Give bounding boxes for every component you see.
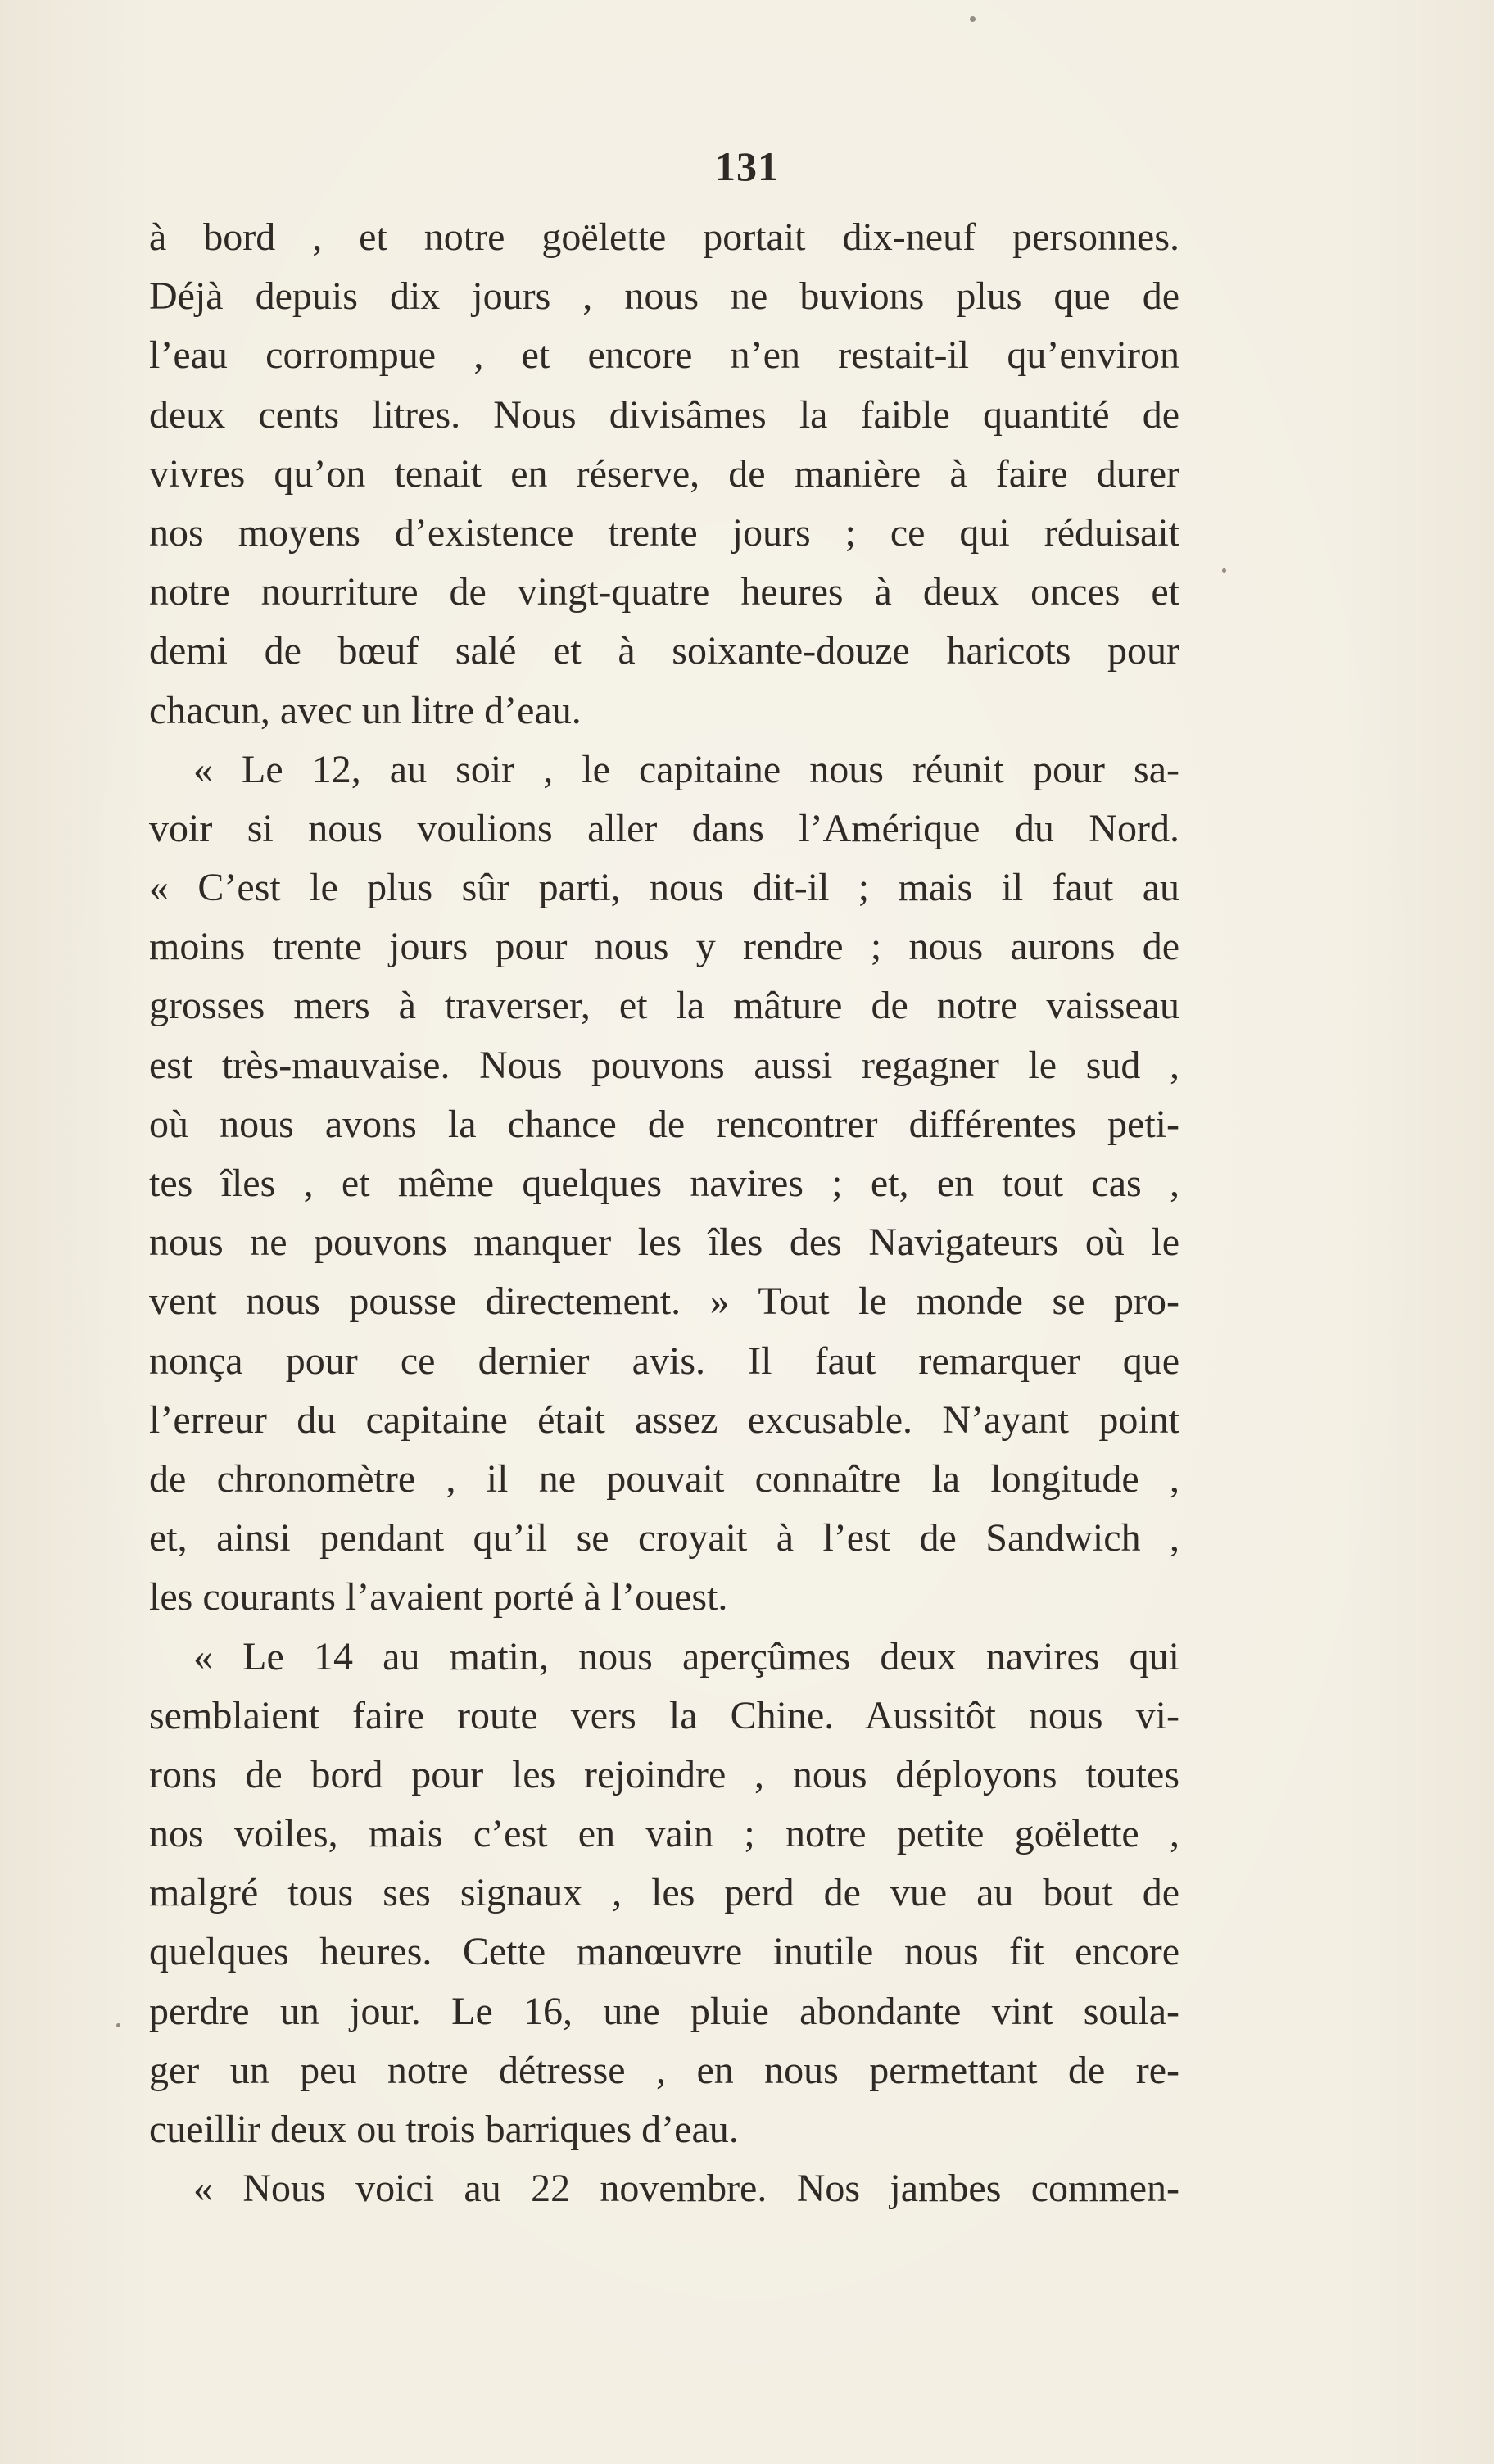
page-number: 131 — [715, 143, 779, 189]
text-line: nos voiles, mais c’est en vain ; notre petite goëlette , — [149, 1812, 1179, 1856]
text-line: « Le 12, au soir , le capitaine nous réunit pour sa- — [193, 747, 1179, 791]
text-line: chacun, avec un litre d’eau. — [149, 688, 582, 732]
text-line: perdre un jour. Le 16, une pluie abondante vint soula- — [149, 1989, 1179, 2033]
text-line: deux cents litres. Nous divisâmes la faible quantité de — [149, 392, 1179, 437]
text-line: voir si nous voulions aller dans l’Amérique du Nord. — [149, 806, 1179, 850]
text-line: « Le 14 au matin, nous aperçûmes deux navires qui — [193, 1634, 1179, 1678]
text-line: nos moyens d’existence trente jours ; ce qui réduisait — [149, 510, 1179, 555]
text-line: nous ne pouvons manquer les îles des Navigateurs où le — [149, 1221, 1179, 1265]
text-line: notre nourriture de vingt-quatre heures à deux onces et — [149, 570, 1179, 614]
text-line: grosses mers à traverser, et la mâture de notre vaisseau — [149, 984, 1179, 1028]
text-line: moins trente jours pour nous y rendre ; nous aurons de — [149, 925, 1179, 969]
ink-speck — [116, 2023, 120, 2027]
text-line: demi de bœuf salé et à soixante-douze haricots pour — [149, 629, 1179, 673]
text-line: à bord , et notre goëlette portait dix-neuf personnes. — [149, 215, 1179, 259]
text-line: ger un peu notre détresse , en nous permettant de re- — [149, 2048, 1179, 2092]
text-line: vivres qu’on tenait en réserve, de manière à faire durer — [149, 451, 1179, 496]
text-line: « C’est le plus sûr parti, nous dit-il ; mais il faut au — [149, 866, 1179, 910]
text-line: Déjà depuis dix jours , nous ne buvions plus que de — [149, 274, 1179, 319]
text-line: vent nous pousse directement. » Tout le monde se pro- — [149, 1280, 1179, 1324]
text-line: les courants l’avaient porté à l’ouest. — [149, 1575, 728, 1619]
text-line: l’eau corrompue , et encore n’en restait-il qu’environ — [149, 333, 1179, 378]
text-line: tes îles , et même quelques navires ; et, en tout cas , — [149, 1162, 1179, 1205]
body-text — [149, 208, 1179, 2218]
text-line: cueillir deux ou trois barriques d’eau. — [149, 2108, 739, 2151]
text-line: l’erreur du capitaine était assez excusable. N’ayant point — [149, 1397, 1179, 1442]
text-line: malgré tous ses signaux , les perd de vue au bout de — [149, 1871, 1179, 1915]
text-line: quelques heures. Cette manœuvre inutile nous fit encore — [149, 1930, 1179, 1974]
text-line: semblaient faire route vers la Chine. Aussitôt nous vi- — [149, 1693, 1179, 1737]
text-line: rons de bord pour les rejoindre , nous déployons toutes — [149, 1752, 1179, 1796]
ink-speck — [970, 16, 976, 22]
text-line: nonça pour ce dernier avis. Il faut remarquer que — [149, 1338, 1179, 1383]
text-line: « Nous voici au 22 novembre. Nos jambes commen- — [193, 2167, 1179, 2211]
text-line: est très-mauvaise. Nous pouvons aussi regagner le sud , — [149, 1043, 1179, 1087]
text-line: où nous avons la chance de rencontrer différentes peti- — [149, 1102, 1179, 1146]
ink-speck — [1222, 568, 1226, 573]
text-line: de chronomètre , il ne pouvait connaître la longitude , — [149, 1456, 1179, 1501]
text-line: et, ainsi pendant qu’il se croyait à l’est de Sandwich , — [149, 1516, 1179, 1560]
